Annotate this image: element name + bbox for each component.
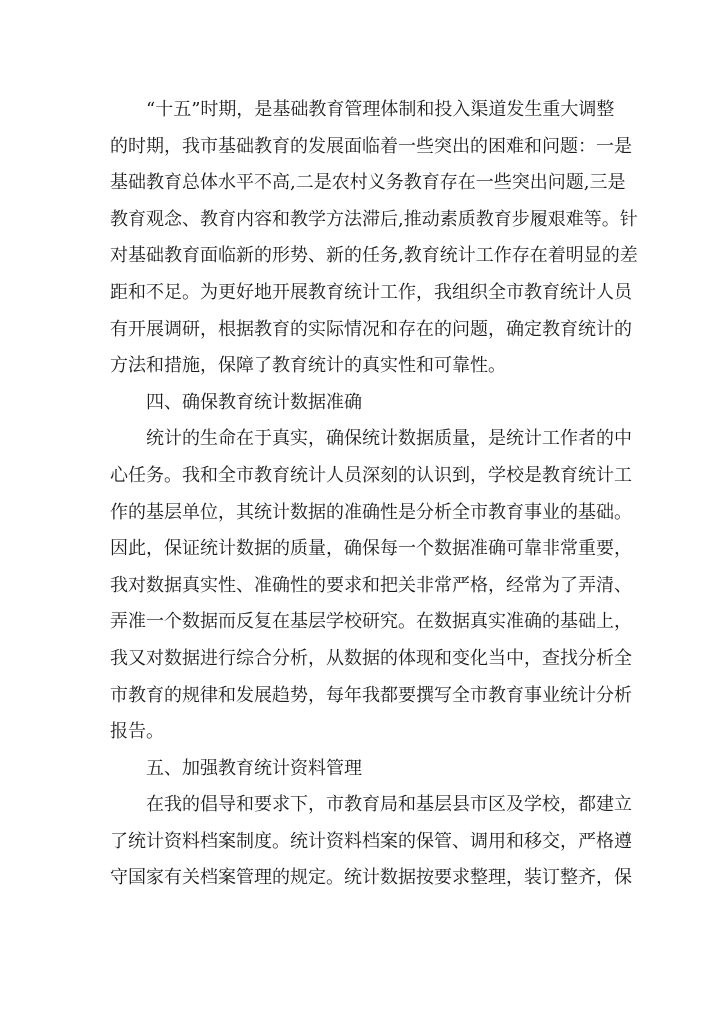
paragraph-2-line-6: 弄准一个数据而反复在基层学校研究。在数据真实准确的基础上， bbox=[110, 611, 632, 633]
paragraph-1-line-4: 教育观念、教育内容和教学方法滞后,推动素质教育步履艰难等。针 bbox=[110, 208, 638, 230]
paragraph-1-line-2: 的时期，我市基础教育的发展面临着一些突出的困难和问题：一是 bbox=[110, 135, 632, 157]
body-text bbox=[110, 92, 638, 897]
paragraph-3-line-2: 了统计资料档案制度。统计资料档案的保管、调用和移交，严格遵 bbox=[110, 830, 632, 852]
paragraph-2-line-7: 我又对数据进行综合分析，从数据的体现和变化当中，查找分析全 bbox=[110, 647, 632, 669]
paragraph-2-line-1: 统计的生命在于真实，确保统计数据质量，是统计工作者的中 bbox=[146, 428, 632, 450]
paragraph-1-line-3: 基础教育总体水平不高,二是农村义务教育存在一些突出问题,三是 bbox=[110, 172, 626, 194]
paragraph-2-line-3: 作的基层单位，其统计数据的准确性是分析全市教育事业的基础。 bbox=[110, 501, 632, 523]
paragraph-2-line-4: 因此，保证统计数据的质量，确保每一个数据准确可靠非常重要， bbox=[110, 538, 632, 560]
section-heading-4: 四、确保教育统计数据准确 bbox=[146, 391, 362, 413]
section-heading-5: 五、加强教育统计资料管理 bbox=[146, 757, 362, 779]
paragraph-2-line-9: 报告。 bbox=[110, 721, 164, 743]
paragraph-3-line-3: 守国家有关档案管理的规定。统计数据按要求整理，装订整齐，保 bbox=[110, 867, 632, 889]
paragraph-2-line-5: 我对数据真实性、准确性的要求和把关非常严格，经常为了弄清、 bbox=[110, 574, 632, 596]
paragraph-1-line-7: 有开展调研，根据教育的实际情况和存在的问题，确定教育统计的 bbox=[110, 318, 632, 340]
paragraph-1-line-8: 方法和措施，保障了教育统计的真实性和可靠性。 bbox=[110, 355, 506, 377]
paragraph-2-line-8: 市教育的规律和发展趋势，每年我都要撰写全市教育事业统计分析 bbox=[110, 684, 632, 706]
paragraph-2-line-2: 心任务。我和全市教育统计人员深刻的认识到，学校是教育统计工 bbox=[110, 464, 632, 486]
paragraph-1-line-1: “十五”时期，是基础教育管理体制和投入渠道发生重大调整 bbox=[146, 99, 615, 120]
paragraph-3-line-1: 在我的倡导和要求下，市教育局和基层县市区及学校，都建立 bbox=[146, 794, 632, 816]
paragraph-1-line-6: 距和不足。为更好地开展教育统计工作，我组织全市教育统计人员 bbox=[110, 281, 632, 303]
paragraph-1-line-5: 对基础教育面临新的形势、新的任务,教育统计工作存在着明显的差 bbox=[110, 245, 638, 267]
